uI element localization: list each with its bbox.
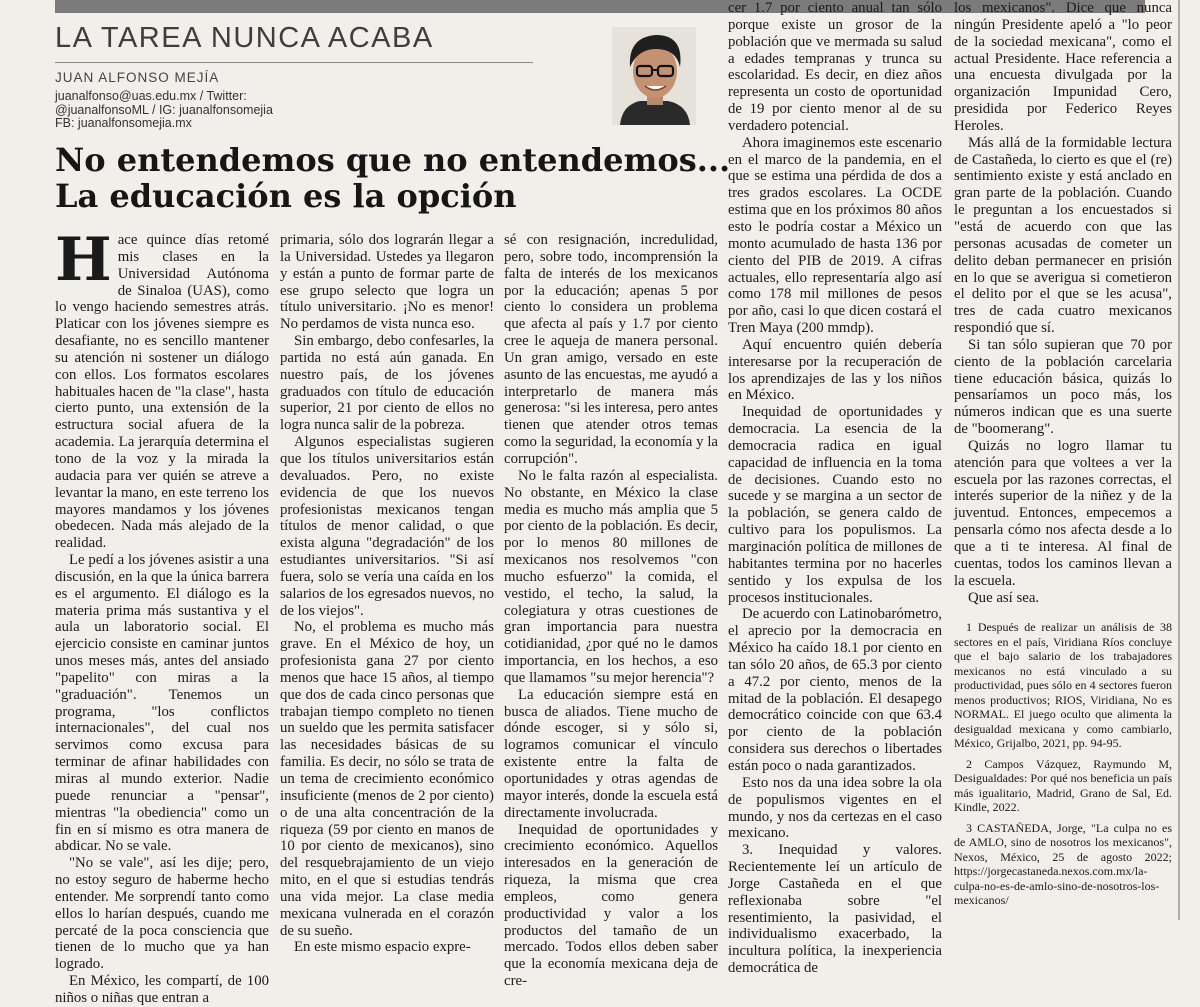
article-column-3 <box>504 232 718 990</box>
headline <box>55 141 731 215</box>
contact-line: juanalfonso@uas.edu.mx / Twitter: <box>55 89 247 103</box>
author-name: JUAN ALFONSO MEJÍA <box>55 70 220 85</box>
paragraph: los mexicanos". Dice que nunca ningún Presidente apeló a "lo peor de la sociedad mexicana", como el actual Presidente. Hace referencia a una encuesta divulgada por la organización Impunidad Cero, presidida por Federico Reyes Heroles. <box>954 0 1172 134</box>
headline-line: No entendemos que no entendemos... <box>55 141 731 179</box>
footnotes <box>954 620 1172 908</box>
paragraph: No le falta razón al especialista. No obstante, en México la clase media es mucho más amplia que 5 por ciento de la población. Es decir, por lo menos 80 millones de mexicanos nos resolvemos "con mucho esfuerzo" la comida, el vestido, el techo, la salud, la colegiatura y otras cuestiones de gran importancia para nuestra cotidianidad, ¿por qué no le damos importancia, en los hechos, a eso que llamamos "su mejor herencia"? <box>504 467 718 686</box>
paragraph: De acuerdo con Latinobarómetro, el aprecio por la democracia en México ha caído 18.1 por ciento en tan sólo 20 años, de 65.3 por ciento a 47.2 por ciento, menos de la mitad de la población. El desapego democrático coincide con que 63.4 por ciento de la población considera sus derechos o libertades están poco o nada garantizados. <box>728 606 942 774</box>
paragraph: Inequidad de oportunidades y crecimiento económico. Aquellos interesados en la generación de riqueza, la misma que crea empleos, como genera productividad y valor a los productos del tamaño de un mercado. Todos ellos deben saber que la economía mexicana deja de cre- <box>504 821 718 990</box>
paragraph: Algunos especialistas sugieren que los títulos universitarios están devaluados. Pero, no existe evidencia de que los nuevos profesionistas mexicanos tengan títulos de menor calidad, o que exista alguna "degradación" de los estudiantes universitarios. "Si así fuera, solo se vería una caída en los salarios de los egresados nuevos, no de los viejos". <box>280 434 494 619</box>
paragraph: Inequidad de oportunidades y democracia. La esencia de la democracia radica en igual capacidad de influencia en la toma de decisiones. Cuando esto no sucede y se margina a un sector de la población, se genera caldo de cultivo para los populismos. La marginación política de millones de habitantes termina por no hacerles sentido y los expulsa de los procesos institucionales. <box>728 404 942 606</box>
column-masthead <box>55 22 595 55</box>
paragraph: Esto nos da una idea sobre la ola de populismos vigentes en el mundo, y nos da certezas en el caso mexicano. <box>728 774 942 842</box>
paragraph: primaria, sólo dos lograrán llegar a la Universidad. Ustedes ya llegaron y están a punto de formar parte de ese grupo selecto que logra un título universitario. ¡No es menor! No perdamos de vista nunca eso. <box>280 232 494 333</box>
paragraph: Aquí encuentro quién debería interesarse por la recuperación de los aprendizajes de las y los niños en México. <box>728 336 942 404</box>
paragraph: Le pedí a los jóvenes asistir a una discusión, en la que la única barrera es el argumento. El diálogo es la materia prima más sustantiva y el aula un laboratorio social. El ejercicio consiste en caminar juntos unos meses más, antes del ansiado "papelito" con miras a la "graduación". Tenemos un programa, "los conflictos internacionales", del cual nos servimos como excusa para terminar de afinar habilidades con miras al mundo exterior. Nadie puede renunciar a "pensar", mientras "la obediencia" como un fin en sí mismo es otra manera de abdicar. No se vale. <box>55 552 269 855</box>
paragraph: En México, les compartí, de 100 niños o niñas que entran a <box>55 973 269 1006</box>
paragraph: Sin embargo, debo confesarles, la partida no está aún ganada. En nuestro país, de los jóvenes graduados con título de educación superior, 21 por ciento de ellos no logra nunca salir de la pobreza. <box>280 333 494 434</box>
paragraph: No, el problema es mucho más grave. En el México de hoy, un profesionista gana 27 por ciento menos que hace 15 años, al tiempo que dos de cada cinco personas que trabajan tiempo completo no tienen un sueldo que les permita satisfacer las necesidades básicas de su familia. Es decir, no sólo se trata de un tema de crecimiento económico insuficiente (menos de 2 por ciento) o de una alta concentración de la riqueza (59 por ciento en manos de 10 por ciento de mexicanos), sino del resquebrajamiento de un viejo mito, en el que si estudias tendrás una vida mejor. La clase media mexicana vulnerada en el corazón de su sueño. <box>280 619 494 939</box>
paragraph: Si tan sólo supieran que 70 por ciento de la población carcelaria tiene educación básica, quizás lo pensaríamos un poco más, los números indican que es una suerte de "boomerang". <box>954 336 1172 438</box>
article-column-5 <box>954 0 1172 914</box>
footnote: 1 Después de realizar un análisis de 38 sectores en el país, Viridiana Ríos concluye que el bajo salario de los trabajadores mexicanos no está vinculado a su productividad, pues sólo en 4 sectores fueron menos productivos; RIOS, Viridiana, No es NORMAL. El juego oculto que alimenta la desigualdad mexicana y como cambiarlo, México, Grijalbo, 2021, pp. 94-95. <box>954 620 1172 751</box>
article-column-1 <box>55 225 269 1007</box>
page-edge <box>1178 0 1180 920</box>
paragraph: En este mismo espacio expre- <box>294 939 471 956</box>
paragraph: Quizás no logro llamar tu atención para que voltees a ver la escuela por las razones correctas, el interés superior de la niñez y de la juventud. Entonces, empecemos a pensarla cómo nos afecta desde a lo que a ti te interesa. Al final de cuentas, todos los caminos llevan a la escuela. <box>954 437 1172 589</box>
paragraph: Ahora imaginemos este escenario en el marco de la pandemia, en el que se estima una pérdida de dos a tres grados escolares. La OCDE estima que en los próximos 80 años esto le podría costar a México un monto acumulado de hasta 136 por ciento del PIB de 2019. A cifras actuales, ello representaría algo así como 178 mil millones de pesos por año, casi lo que dicen costará el Tren Maya (200 mmdp). <box>728 134 942 337</box>
headline-line: La educación es la opción <box>55 177 517 215</box>
divider <box>55 62 533 63</box>
paragraph: sé con resignación, incredulidad, pero, sobre todo, incomprensión la falta de interés de los mexicanos por la educación; apenas 5 por ciento lo considera un problema que afecta al país y 1.7 por ciento cree le aqueja de manera personal. Un gran amigo, versado en este asunto de las encuestas, me ayudó a interpretarlo de manera más generosa: "si les interesa, pero antes tienen que atender otros temas como la seguridad, la economía y la corrupción". <box>504 232 718 467</box>
paragraph: La educación siempre está en busca de aliados. Tiene mucho de dónde escoger, si y sólo si, logramos comunicar el vínculo existente entre la falta de oportunidades y otras agendas de mayor interés, donde la escuela está directamente involucrada. <box>504 686 718 821</box>
footnote: 3 CASTAÑEDA, Jorge, "La culpa no es de AMLO, sino de nosotros los mexicanos", Nexos, México, 25 de agosto 2022; https://jorgecastaneda.nexos.com.mx/la-culpa-no-es-de-amlo-sino-de-nosotros-los-mexicanos/ <box>954 820 1172 908</box>
article-column-4 <box>728 0 942 977</box>
footnote: 2 Campos Vázquez, Raymundo M, Desigualdades: Por qué nos beneficia un país más igualitario, Madrid, Grano de Sal, Ed. Kindle, 2022. <box>954 756 1172 815</box>
paragraph: Más allá de la formidable lectura de Castañeda, lo cierto es que el (re) sentimiento existe y está anclado en gran parte de la población. Cuando le preguntan a los encuestados si "está de acuerdo con que las personas acusadas de cometer un delito deban permanecer en prisión en lo que se averigua si cometieron el delito por el que se les acusa", tres de cada cuatro mexicanos respondió que sí. <box>954 134 1172 337</box>
article-column-2 <box>280 232 494 956</box>
author-contact <box>55 90 273 131</box>
paragraph: Que así sea. <box>968 589 1040 606</box>
paragraph: Hace quince días retomé mis clases en la Universidad Autónoma de Sinaloa (UAS), como lo vengo haciendo semestres atrás. Platicar con los jóvenes siempre es desafiante, no es sencillo mantener su atención ni sostener un diálogo con ellos. Los formatos escolares habituales hacen de "la clase", hasta cierto punto, una extensión de la estructura social afuera de la academia. La jerarquía determina el tono de la voz y la mirada la audacia para ver quién se atreve a levantar la mano, en este terreno los mayores mandamos y los jóvenes obedecen. Nada más alejado de la realidad. <box>55 225 269 552</box>
paragraph: cer 1.7 por ciento anual tan sólo porque existe un grosor de la población que ve mermada su salud a edades tempranas y trunca su escolaridad. Es decir, en diez años representa un costo de oportunidad de 19 por ciento menor al de su verdadero potencial. <box>728 0 942 134</box>
contact-line: FB: juanalfonsomejia.mx <box>55 116 192 130</box>
paragraph: "No se vale", así les dije; pero, no estoy seguro de haberme hecho entender. Me sorprendí tanto como ellos lo harían después, cuando me percaté de la poca consciencia que tienen de lo mucho que ya han logrado. <box>55 855 269 973</box>
contact-line: @juanalfonsoML / IG: juanalfonsomejia <box>55 102 273 117</box>
paragraph: 3. Inequidad y valores. Recientemente leí un artículo de Jorge Castañeda en el que reflexionaba sobre "el resentimiento, la pasividad, el individualismo exacerbado, la incultura política, la inexperiencia democrática de <box>728 842 942 977</box>
author-photo <box>612 27 696 125</box>
drop-cap: H <box>55 225 112 295</box>
column-name: LA TAREA NUNCA ACABA <box>55 22 434 54</box>
